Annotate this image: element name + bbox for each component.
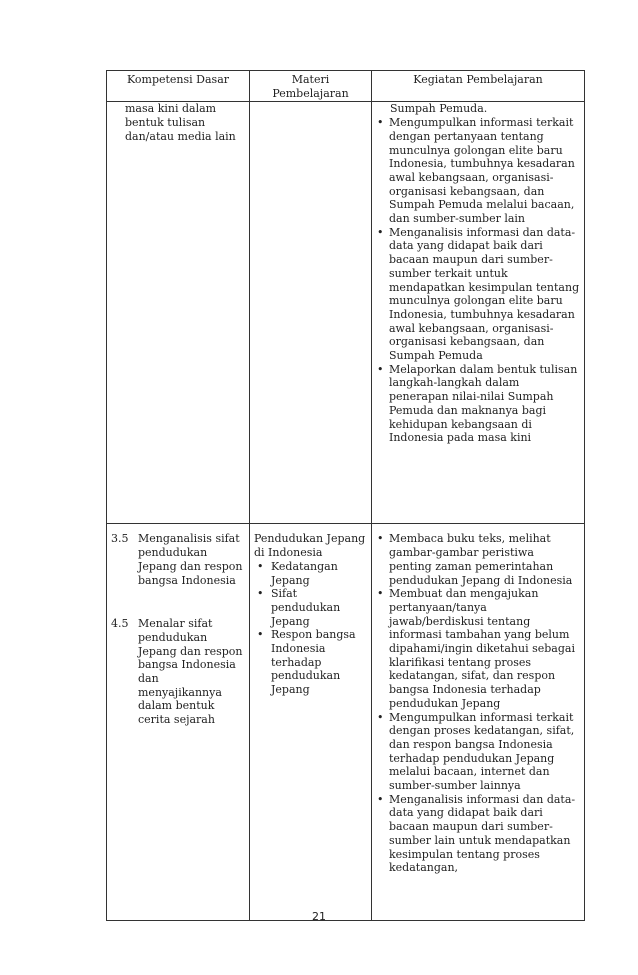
list-item: • Sifat pendudukan Jepang (254, 587, 367, 628)
materi-list (254, 560, 367, 697)
kegiatan-cell (372, 102, 585, 524)
header-materi-pembelajaran: Materi Pembelajaran (250, 71, 372, 102)
kd-cell (107, 102, 250, 524)
kd-text: Menalar sifat pendudukan Jepang dan respon bangsa Indonesia dan menyajikannya dalam bentuk cerita sejarah (138, 617, 243, 727)
page-number: 21 (312, 910, 326, 923)
kegiatan-cell (372, 524, 585, 921)
list-item: • Respon bangsa Indonesia terhadap pendudukan Jepang (254, 628, 367, 697)
table-row (107, 524, 585, 921)
materi-cell (250, 102, 372, 524)
curriculum-table (106, 70, 585, 921)
kegiatan-lead-text: Sumpah Pemuda. (390, 102, 488, 116)
kd-text: Menganalisis sifat pendudukan Jepang dan respon bangsa Indonesia (138, 532, 243, 587)
kegiatan-list (376, 116, 580, 445)
header-kegiatan-pembelajaran: Kegiatan Pembelajaran (372, 71, 585, 102)
table-header-row (107, 71, 585, 102)
list-item: • Kedatangan Jepang (254, 560, 367, 587)
list-item: • Mengumpulkan informasi terkait dengan proses kedatangan, sifat, dan respon bangsa Indonesia terhadap pendudukan Jepang melalui bacaan, internet dan sumber-sumber lainnya (376, 711, 580, 793)
kd-item (111, 617, 245, 727)
kd-cell (107, 524, 250, 921)
materi-cell (250, 524, 372, 921)
list-item: • Mengumpulkan informasi terkait dengan pertanyaan tentang munculnya golongan elite baru Indonesia, tumbuhnya kesadaran awal kebangsaan, organisasi-organisasi kebangsaan, dan Sumpah Pemuda melalui bacaan, dan sumber-sumber lain (376, 116, 580, 226)
list-item: • Menganalisis informasi dan data-data yang didapat baik dari bacaan maupun dari sumber-sumber lain untuk mendapatkan kesimpulan tentang proses kedatangan, (376, 793, 580, 875)
kegiatan-list (376, 532, 580, 875)
kd-continuation-text: masa kini dalam bentuk tulisan dan/atau media lain (125, 102, 236, 143)
list-item: • Membuat dan mengajukan pertanyaan/tanya jawab/berdiskusi tentang informasi tambahan yang belum dipahami/ingin diketahui sebagai klarifikasi tentang proses kedatangan, sifat, dan respon bangsa Indonesia terhadap pendudukan Jepang (376, 587, 580, 710)
list-item: • Membaca buku teks, melihat gambar-gambar peristiwa penting zaman pemerintahan pendudukan Jepang di Indonesia (376, 532, 580, 587)
kd-number: 3.5 (111, 532, 129, 546)
header-kompetensi-dasar: Kompetensi Dasar (107, 71, 250, 102)
table-row (107, 102, 585, 524)
kd-number: 4.5 (111, 617, 129, 631)
list-item: • Menganalisis informasi dan data-data yang didapat baik dari bacaan maupun dari sumber-sumber terkait untuk mendapatkan kesimpulan tentang munculnya golongan elite baru Indonesia, tumbuhnya kesadaran awal kebangsaan, organisasi-organisasi kebangsaan, dan Sumpah Pemuda (376, 226, 580, 363)
materi-title: Pendudukan Jepang di Indonesia (254, 532, 366, 560)
list-item: • Melaporkan dalam bentuk tulisan langkah-langkah dalam penerapan nilai-nilai Sumpah Pemuda dan maknanya bagi kehidupan kebangsaan di Indonesia pada masa kini (376, 363, 580, 445)
kd-item (111, 532, 245, 587)
